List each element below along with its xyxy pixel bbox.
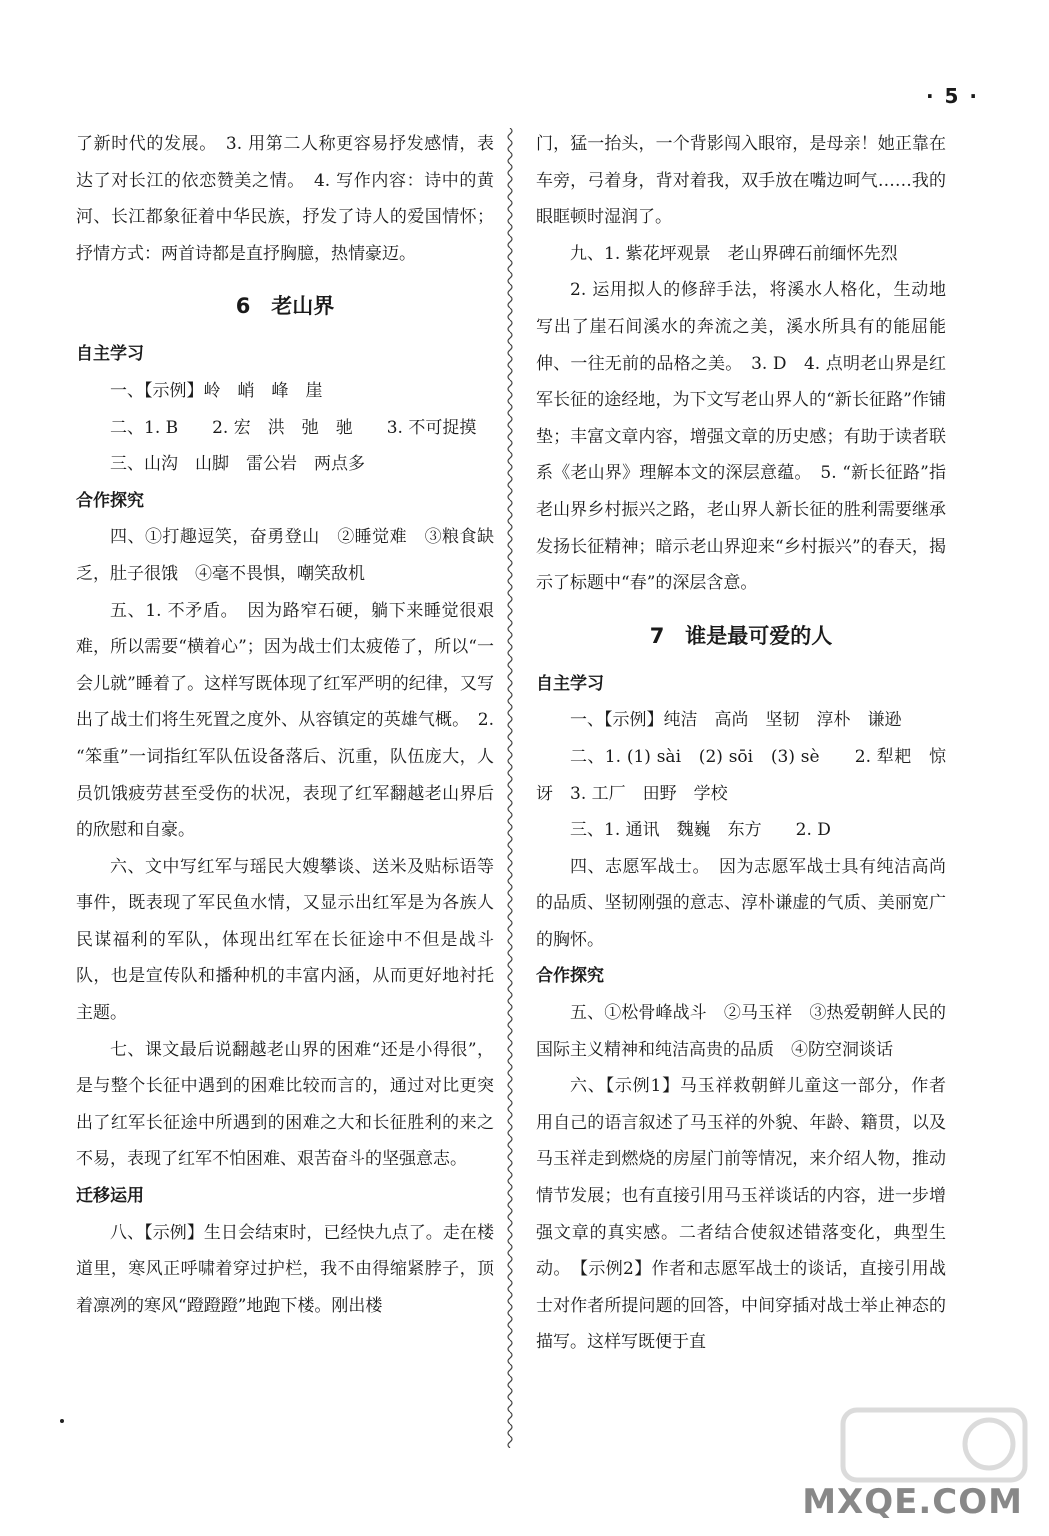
margin-dot (60, 1419, 64, 1423)
answer-3: 三、山沟 山脚 雷公岩 两点多 (110, 454, 365, 475)
section-heading-qianyi: 迁移运用 (76, 1186, 144, 1207)
lesson-title-6: 6 老山界 (235, 294, 335, 319)
answer-9-part1: 九、1. 紫花坪观景 老山界碑石前缅怀先烈 (570, 243, 898, 264)
answer-8: 八、【示例】生日会结束时，已经快九点了。走在楼道里，寒风正呼啸着穿过护栏，我不由得缩紧脖子，顶着凛冽的寒风“蹬蹬蹬”地跑下楼。刚出楼 (76, 1222, 494, 1316)
lesson-title-7: 7 谁是最可爱的人 (649, 623, 833, 648)
answer-7-3: 三、1. 通讯 魏巍 东方 2. D (570, 820, 831, 841)
answer-7: 七、课文最后说翻越老山界的困难“还是小得很”，是与整个长征中遇到的困难比较而言的，通过对比更突出了红军长征途中所遇到的困难之大和长征胜利的来之不易，表现了红军不怕困难、艰苦奋斗的坚强意志。 (76, 1039, 494, 1170)
section-heading-hezuo: 合作探究 (76, 490, 144, 511)
answer-6: 六、文中写红军与瑶民大嫂攀谈、送米及贴标语等事件，既表现了军民鱼水情，又显示出红军是为各族人民谋福利的军队，体现出红军在长征途中不但是战斗队，也是宣传队和播种机的丰富内涵，从而更好地衬托主题。 (76, 856, 494, 1024)
answer-7-5: 五、①松骨峰战斗 ②马玉祥 ③热爱朝鲜人民的国际主义精神和纯洁高贵的品质 ④防空洞谈话 (536, 1003, 946, 1060)
answer-7-4: 四、志愿军战士。 因为志愿军战士具有纯洁高尚的品质、坚韧刚强的意志、淳朴谦虚的气质、美丽宽广的胸怀。 (536, 856, 946, 950)
answer-4: 四、①打趣逗笑，奋勇登山 ②睡觉难 ③粮食缺乏，肚子很饿 ④毫不畏惧，嘲笑敌机 (76, 527, 494, 584)
answer-7-2: 二、1. (1) sài (2) sōi (3) sè 2. 犁耙 惊讶 3. 工厂 田野 学校 (536, 746, 946, 804)
section-heading-hezuo-7: 合作探究 (536, 966, 604, 987)
left-column (76, 126, 494, 1324)
page-number: · 5 · (925, 84, 979, 108)
section-heading-zizhu-7: 自主学习 (536, 673, 604, 694)
column-divider (506, 128, 514, 1448)
answer-5: 五、1. 不矛盾。 因为路窄石硬，躺下来睡觉很艰难，所以需要“横着心”；因为战士们太疲倦了，所以“一会儿就”睡着了。这样写既体现了红军严明的纪律，又写出了战士们将生死置之度外、从容镇定的英雄气概。 2. “笨重”一词指红军队伍设备落后、沉重，队伍庞大，人员饥饿疲劳甚至受伤的状况，表现了红军翻越老山界后的欣慰和自豪。 (76, 600, 494, 841)
answer-7-1: 一、【示例】纯洁 高尚 坚韧 淳朴 谦逊 (570, 710, 902, 731)
answer-9-part2: 2. 运用拟人的修辞手法，将溪水人格化，生动地写出了崖石间溪水的奔流之美，溪水所具有的能屈能伸、一往无前的品格之美。 3. D 4. 点明老山界是红军长征的途经地，为下文写老山界人的“新长征路”作铺垫；丰富文章内容，增强文章的历史感；有助于读者联系《老山界》理解本文的深层意蕴。 5. “新长征路”指老山界乡村振兴之路，老山界人新长征的胜利需要继承发扬长征精神；暗示老山界迎来“乡村振兴”的春天，揭示了标题中“春”的深层含意。 (536, 280, 946, 594)
right-column (536, 126, 946, 1361)
answer-8-continued: 门，猛一抬头，一个背影闯入眼帘，是母亲！她正靠在车旁，弓着身，背对着我，双手放在嘴边呵气……我的眼眶顿时湿润了。 (536, 134, 946, 228)
section-heading-zizhu: 自主学习 (76, 344, 144, 365)
watermark-text: MXQE.COM (802, 1482, 1023, 1522)
answer-7-6: 六、【示例1】马玉祥救朝鲜儿童这一部分，作者用自己的语言叙述了马玉祥的外貌、年龄、籍贯，以及马玉祥走到燃烧的房屋门前等情况，来介绍人物，推动情节发展；也有直接引用马玉祥谈话的内容，进一步增强文章的真实感。二者结合使叙述错落变化，典型生动。 【示例2】作者和志愿军战士的谈话，直接引用战士对作者所提问题的回答，中间穿插对战士举止神态的描写。这样写既便于直 (536, 1076, 946, 1353)
answer-1: 一、【示例】岭 峭 峰 崖 (110, 380, 323, 401)
answer-2: 二、1. B 2. 宏 洪 弛 驰 3. 不可捉摸 (110, 417, 477, 438)
intro-paragraph: 了新时代的发展。 3. 用第二人称更容易抒发感情，表达了对长江的依恋赞美之情。 4. 写作内容：诗中的黄河、长江都象征着中华民族，抒发了诗人的爱国情怀；抒情方式：两首诗都是直抒胸臆，热情豪迈。 (76, 134, 494, 264)
